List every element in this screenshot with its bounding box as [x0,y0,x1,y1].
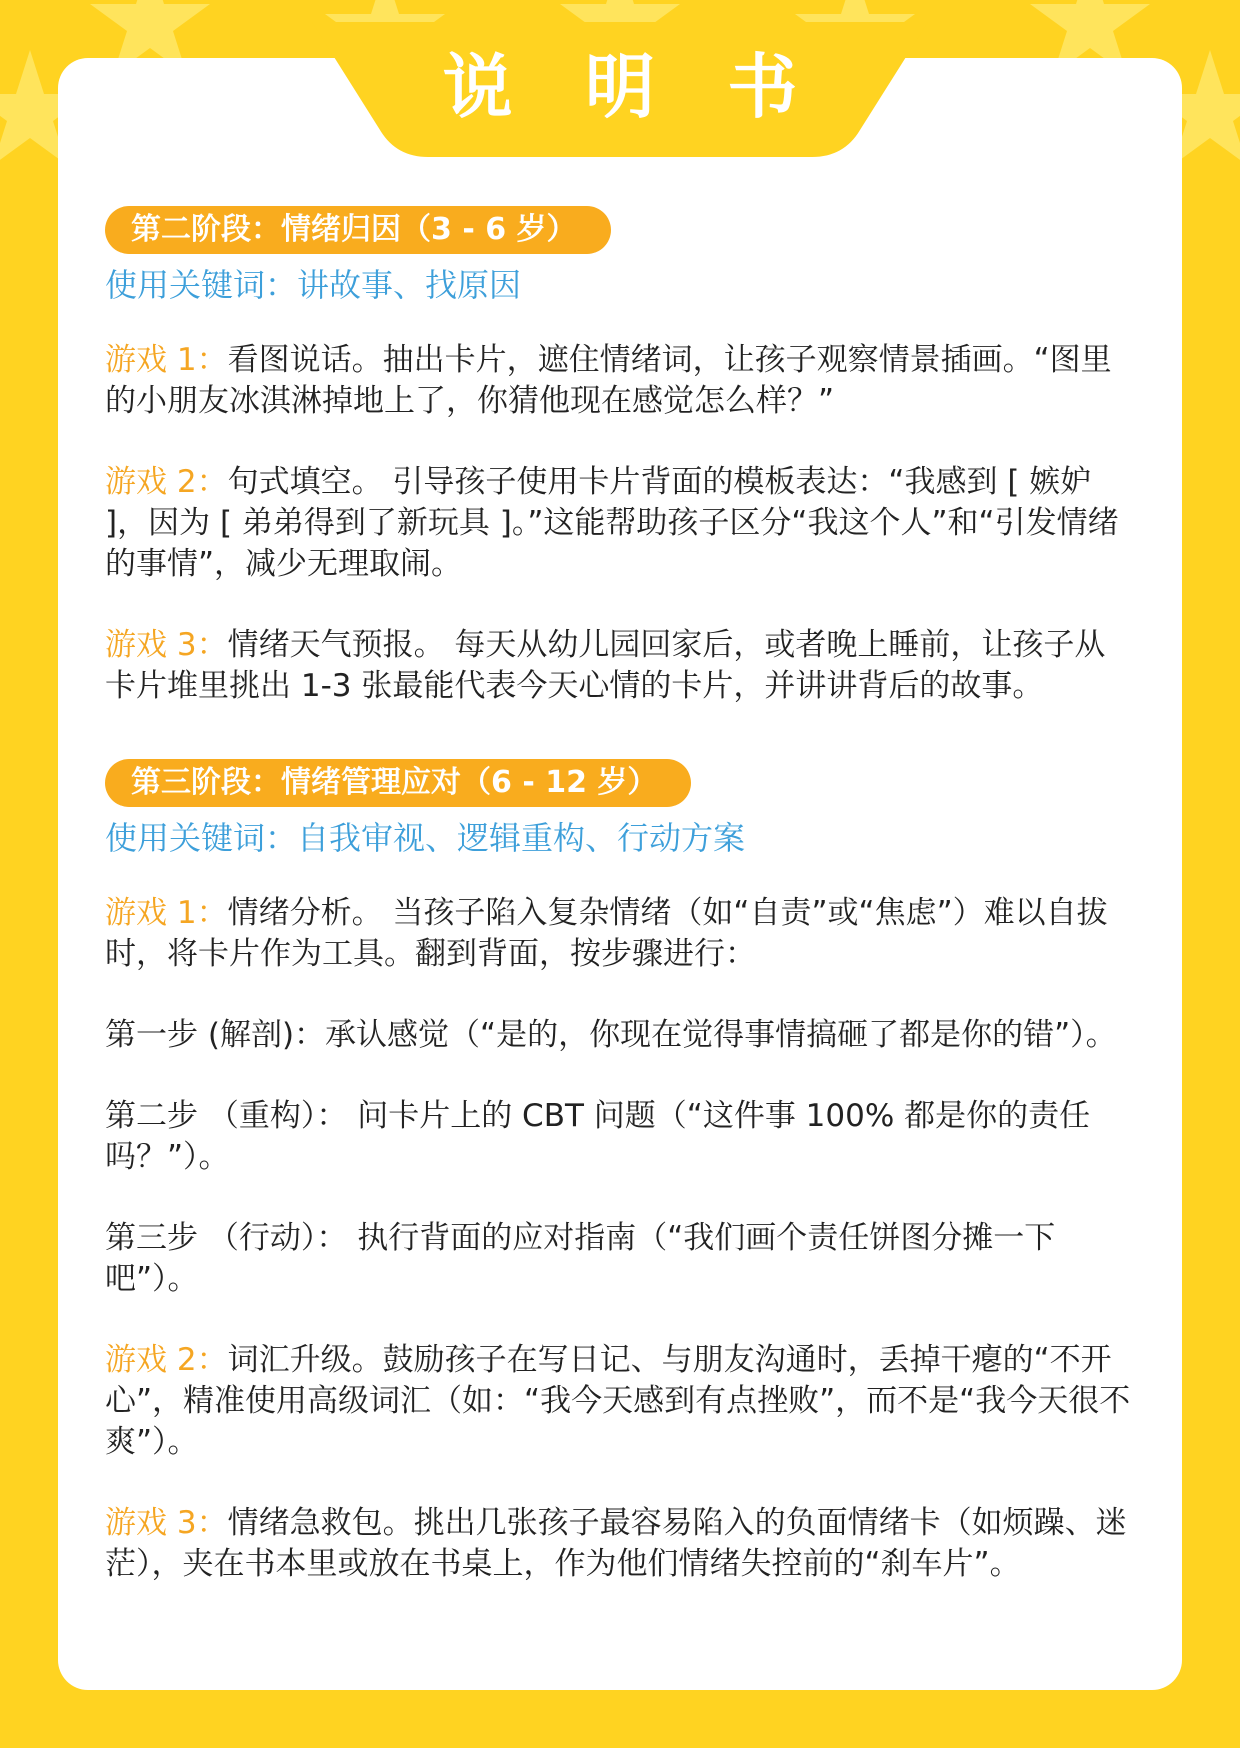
keywords-line: 使用关键词：自我审视、逻辑重构、行动方案 [105,819,746,857]
game-item [105,625,1135,707]
section-stage-3 [105,759,1135,1585]
game-text: 情绪急救包。挑出几张孩子最容易陷入的负面情绪卡（如烦躁、迷茫），夹在书本里或放在书桌上，作为他们情绪失控前的“刹车片”。 [105,1505,1127,1582]
game-label: 游戏 3： [105,1505,228,1541]
step-item [105,1096,1135,1178]
game-text: 词汇升级。鼓励孩子在写日记、与朋友沟通时，丢掉干瘪的“不开心”，精准使用高级词汇（如：“我今天感到有点挫败”，而不是“我今天很不爽”）。 [105,1342,1131,1460]
page-title: 说 明 书 [442,46,822,128]
game-label: 游戏 1： [105,895,228,931]
section-stage-2 [105,206,1135,707]
game-text: 情绪天气预报。 每天从幼儿园回家后，或者晚上睡前，让孩子从卡片堆里挑出 1-3 张最能代表今天心情的卡片，并讲讲背后的故事。 [105,627,1106,704]
step-text: 第一步 (解剖)：承认感觉（“是的，你现在觉得事情搞砸了都是你的错”）。 [105,1017,1117,1053]
game-label: 游戏 2： [105,464,228,500]
keywords-line: 使用关键词：讲故事、找原因 [105,266,522,304]
game-text: 情绪分析。 当孩子陷入复杂情绪（如“自责”或“焦虑”）难以自拔时，将卡片作为工具。翻到背面，按步骤进行： [105,895,1108,972]
game-item [105,1503,1135,1585]
step-text: 第二步 （重构）： 问卡片上的 CBT 问题（“这件事 100% 都是你的责任吗？”）。 [105,1098,1091,1175]
game-item [105,340,1135,422]
game-item [105,893,1135,975]
content-area [105,206,1135,1585]
game-text: 句式填空。 引导孩子使用卡片背面的模板表达：“我感到 [ 嫉妒 ]，因为 [ 弟弟得到了新玩具 ]。”这能帮助孩子区分“我这个人”和“引发情绪的事情”，减少无理取闹。 [105,464,1119,582]
step-text: 第三步 （行动）： 执行背面的应对指南（“我们画个责任饼图分摊一下吧”）。 [105,1220,1056,1297]
stage-badge: 第三阶段：情绪管理应对（6 - 12 岁） [105,759,691,807]
game-item [105,462,1135,585]
game-item [105,1340,1135,1463]
game-label: 游戏 1： [105,342,228,378]
game-label: 游戏 3： [105,627,228,663]
step-item [105,1015,1135,1056]
stage-badge: 第二阶段：情绪归因（3 - 6 岁） [105,206,611,254]
step-item [105,1218,1135,1300]
game-text: 看图说话。抽出卡片，遮住情绪词，让孩子观察情景插画。“图里的小朋友冰淇淋掉地上了，你猜他现在感觉怎么样？” [105,342,1112,419]
game-label: 游戏 2： [105,1342,228,1378]
